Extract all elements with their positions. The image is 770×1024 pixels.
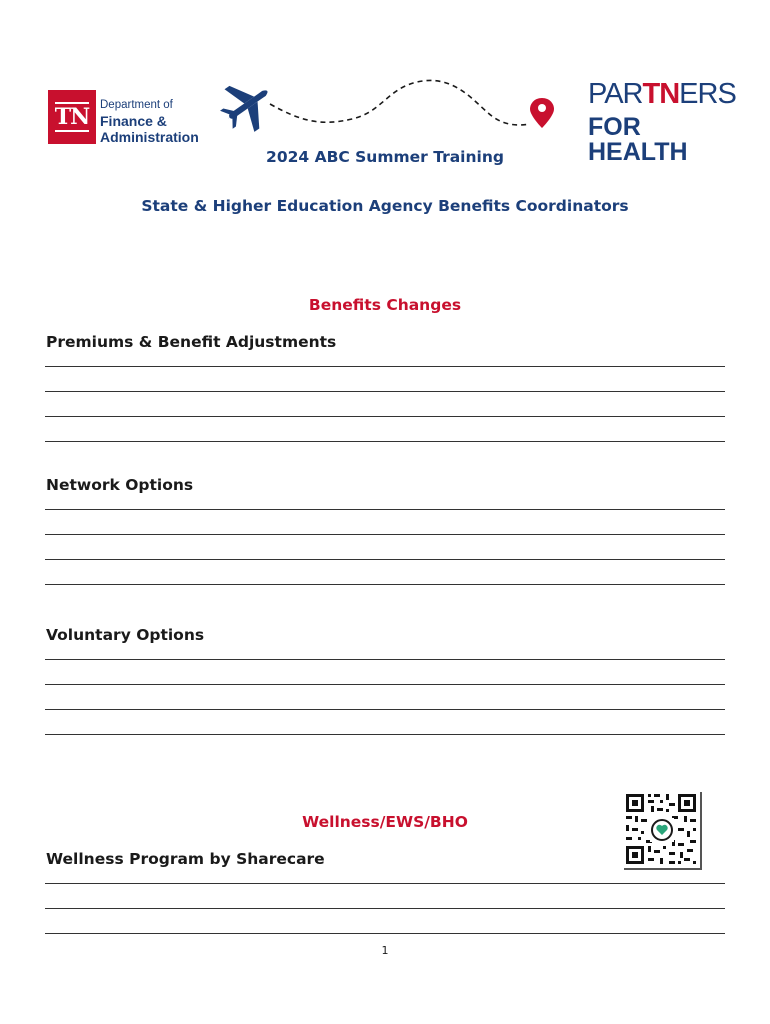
section-heading-benefits-changes: Benefits Changes [308,296,462,314]
group-label-network-options: Network Options [46,476,194,494]
blank-line [45,908,725,909]
section-heading-wellness: Wellness/EWS/BHO [302,813,468,831]
blank-line [45,684,725,685]
blank-line [45,416,725,417]
blank-line [45,734,725,735]
blank-line [45,534,725,535]
blank-line [45,559,725,560]
blank-line [45,659,725,660]
blank-line [45,584,725,585]
blank-line [45,391,725,392]
document-subtitle: State & Higher Education Agency Benefits Coordinators [141,197,629,215]
logo-line-1: Department of [100,99,173,111]
page-number: 1 [381,944,389,957]
partners-wordmark: PARTNERS [588,78,736,110]
partners-for-health-logo [588,78,736,166]
airplane-icon [212,74,282,141]
group-label-premiums: Premiums & Benefit Adjustments [46,333,337,351]
blank-line [45,366,725,367]
tn-finance-logo [48,88,208,146]
map-pin-icon [530,98,554,128]
blank-line [45,441,725,442]
blank-line [45,883,725,884]
document-title: 2024 ABC Summer Training [266,148,504,166]
group-label-voluntary-options: Voluntary Options [46,626,205,644]
flight-path-graphic [212,74,572,146]
logo-line-2: Finance & [100,113,167,129]
for-health-wordmark: FOR HEALTH [588,113,688,166]
tn-mark: TN [48,90,96,144]
shield-heart-icon [650,818,674,842]
blank-line [45,933,725,934]
qr-code-icon[interactable] [622,790,702,870]
blank-line [45,709,725,710]
dashed-route [270,80,530,124]
group-label-wellness-program: Wellness Program by Sharecare [46,850,325,868]
logo-line-3: Administration [100,129,199,145]
blank-line [45,509,725,510]
